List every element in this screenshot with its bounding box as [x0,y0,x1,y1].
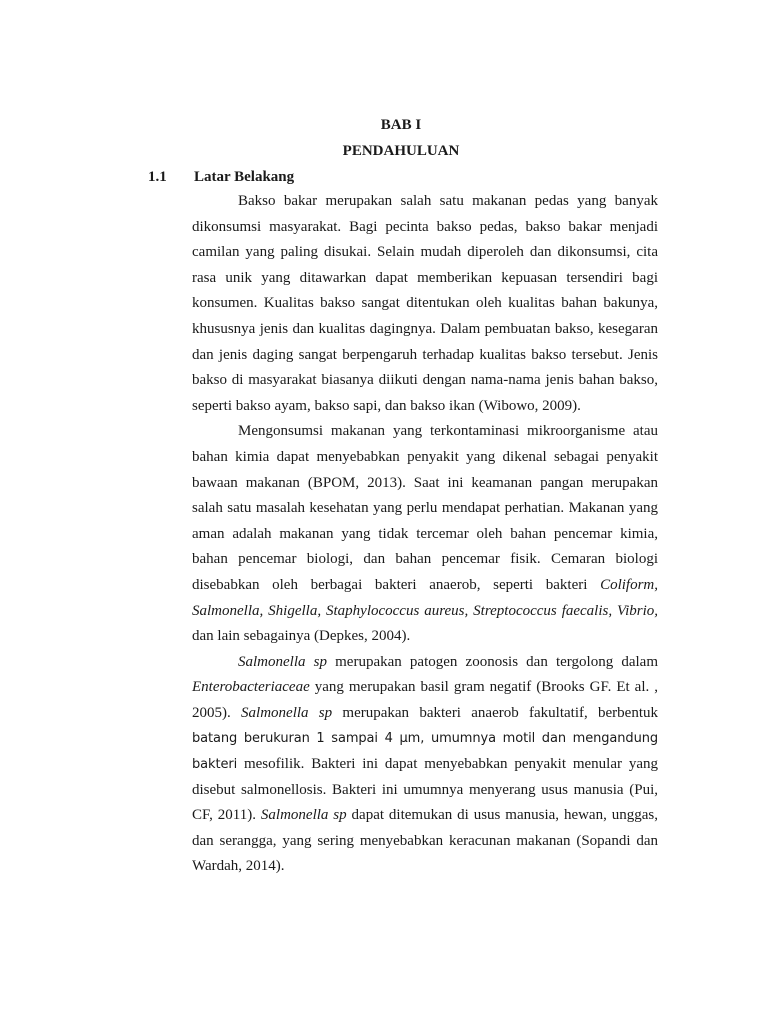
paragraph-3-text-2: yang merupakan basil gram negatif (Brooks GF. Et al. , 2005). [192,679,658,721]
paragraph-3-odd-font-line: batang berukuran 1 sampai 4 μm, umumnya motil dan mengandung bakteri [192,731,658,773]
section-heading [148,169,294,186]
section-number: 1.1 [148,169,167,185]
paragraph-2-bacteria-list: Coliform, Salmonella, Shigella, Staphylococcus aureus, Streptococcus faecalis, Vibrio, [192,576,658,619]
body-text [192,189,658,880]
paragraph-3-italic-4: Salmonella sp [260,807,347,824]
paragraph-2 [192,419,658,649]
paragraph-3-text-4: mesofilik. Bakteri ini dapat menyebabkan penyakit menular yang disebut salmonellosis. Bakteri ini umumnya menyerang usus manusia (Pui, CF, 2011). [192,756,658,824]
paragraph-3-text-3: merupakan bakteri anaerob fakultatif, berbentuk [332,704,658,721]
paragraph-3-italic-1: Salmonella sp [238,653,327,670]
chapter-number: BAB I [380,117,422,133]
paragraph-3 [192,650,658,880]
paragraph-2-text-before: Mengonsumsi makanan yang terkontaminasi mikroorganisme atau bahan kimia dapat menyebabkan penyakit yang dikenal sebagai penyakit bawaan makanan (BPOM, 2013). Saat ini keamanan pangan merupakan salah satu masalah kesehatan yang perlu mendapat perhatian. Makanan yang aman adalah makanan yang tidak tercemar oleh bahan pencemar kimia, bahan pencemar biologi, dan bahan pencemar fisik. Cemaran biologi disebabkan oleh berbagai bakteri anaerob, seperti bakteri [192,423,658,593]
section-title: Latar Belakang [194,169,295,185]
paragraph-3-text-5: dapat ditemukan di usus manusia, hewan, unggas, dan serangga, yang sering menyebabkan keracunan makanan (Sopandi dan Wardah, 2014). [192,807,658,875]
paragraph-3-italic-3: Salmonella sp [241,704,333,721]
paragraph-3-italic-2: Enterobacteriaceae [192,679,310,696]
chapter-title: PENDAHULUAN [342,143,460,159]
paragraph-3-text-1: merupakan patogen zoonosis dan tergolong dalam [326,653,658,670]
paragraph-1: Bakso bakar merupakan salah satu makanan pedas yang banyak dikonsumsi masyarakat. Bagi pecinta bakso pedas, bakso bakar menjadi camilan yang paling disukai. Selain mudah diperoleh dan dikonsumsi, cita rasa unik yang ditawarkan dapat memberikan kepuasan tersendiri bagi konsumen. Kualitas bakso sangat ditentukan oleh kualitas bahan bakunya, khususnya jenis dan kualitas dagingnya. Dalam pembuatan bakso, kesegaran dan jenis daging sangat berpengaruh terhadap kualitas bakso tersebut. Jenis bakso di masyarakat biasanya diikuti dengan nama-nama jenis bahan bakso, seperti bakso ayam, bakso sapi, dan bakso ikan (Wibowo, 2009). [192,193,658,414]
paragraph-2-text-after: dan lain sebagainya (Depkes, 2004). [192,628,411,645]
